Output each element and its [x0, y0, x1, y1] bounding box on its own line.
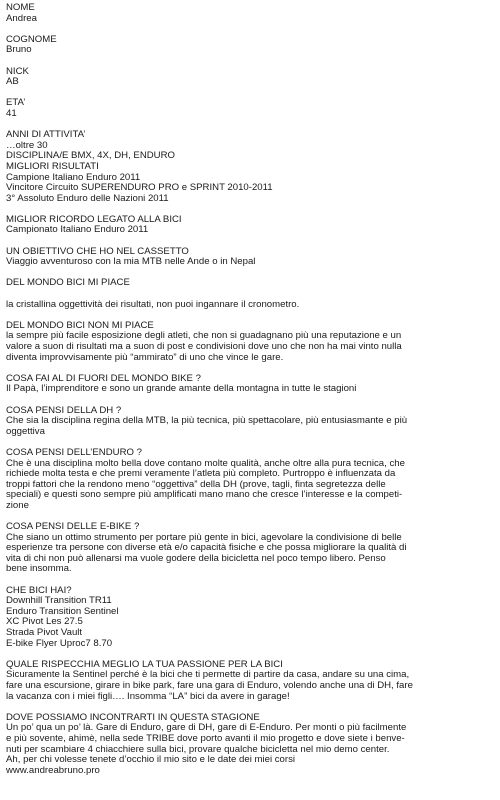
section-cosa-pensi-della-dh: [6, 406, 496, 438]
section-heading: MIGLIOR RICORDO LEGATO ALLA BICI: [6, 213, 182, 225]
section-line: Che sia la disciplina regina della MTB, la più tecnica, più spettacolare, più entusiasmante e più: [6, 415, 408, 427]
section-line: richiede molta testa e che premi veramente l’atleta più completo. Purtroppo è influenzata da: [6, 468, 396, 480]
section-un-obiettivo-che-ho-nel-cassetto: [6, 247, 496, 268]
section-del-mondo-bici-mi-piace: [6, 278, 496, 289]
section-line: Downhill Transition TR11: [6, 595, 112, 607]
section-miglior-ricordo-legato-alla-bici: [6, 215, 496, 236]
section-heading: COSA PENSI DELL’ENDURO ?: [6, 446, 142, 458]
section-line: oggettiva: [6, 425, 45, 437]
section-line: Un po’ qua un po’ là. Gare di Enduro, gare di DH, gare di E-Enduro. Per monti o più facilmente: [6, 722, 407, 734]
profile-field-anni-di-attivita: [6, 130, 496, 151]
section-line: bene insomma.: [6, 563, 72, 575]
section-heading: MIGLIORI RISULTATI: [6, 160, 99, 172]
section-line: zione: [6, 499, 29, 511]
section-heading: DEL MONDO BICI MI PIACE: [6, 277, 130, 289]
section-cosa-pensi-dell-enduro: [6, 448, 496, 512]
section-line: 3° Assoluto Enduro delle Nazioni 2011: [6, 192, 169, 204]
section-line: la vacanza con i miei figli…. Insomma “LA” bici da avere in garage!: [6, 690, 290, 702]
section-line: nuti per scambiare 4 chiacchiere sulla bici, provare qualche bicicletta nel mio demo center.: [6, 743, 390, 755]
section-line: troppi fattori che la rendono meno “oggettiva” della DH (prove, tagli, finta segretezza delle: [6, 478, 386, 490]
section-heading: DEL MONDO BICI NON MI PIACE: [6, 319, 154, 331]
profile-field-cognome: [6, 35, 496, 56]
section-answer-4: [6, 300, 496, 311]
section-migliori-risultati: [6, 162, 496, 204]
section-dove-possiamo-incontrarti-in-questa-stagione: [6, 713, 496, 777]
section-line: fare una escursione, girare in bike park, fare una gara di Enduro, volendo anche una di DH, fare: [6, 680, 413, 691]
section-line: speciali) e questi sono sempre più amplificati mano mano che cresce l’interesse e la competi-: [6, 489, 403, 501]
section-line: Che è una disciplina molto bella dove contano molte qualità, anche oltre alla pura tecnica, che: [6, 457, 405, 469]
section-heading: QUALE RISPECCHIA MEGLIO LA TUA PASSIONE PER LA BICI: [6, 658, 283, 670]
section-line: Enduro Transition Sentinel: [6, 605, 119, 617]
section-line: Campionato Italiano Enduro 2011: [6, 224, 149, 236]
section-line: Strada Pivot Vault: [6, 627, 83, 639]
field-label: ETA’: [6, 97, 26, 109]
section-quale-rispecchia-meglio-la-tua-passione-per-la-bici: [6, 660, 496, 702]
section-heading: COSA PENSI DELLE E-BIKE ?: [6, 521, 140, 533]
section-line: E-bike Flyer Uproc7 8.70: [6, 637, 113, 649]
profile-field-eta: [6, 98, 496, 119]
section-line: Campione Italiano Enduro 2011: [6, 171, 141, 183]
section-line: valore a suon di risultati ma a suon di post e condivisioni dove uno che non ha mai vinto nulla: [6, 341, 402, 352]
section-heading: CHE BICI HAI?: [6, 584, 72, 596]
field-value: 41: [6, 107, 17, 119]
section-line: Il Papà, l’imprenditore e sono un grande amante della montagna in tutte le stagioni: [6, 383, 357, 395]
field-value: Bruno: [6, 44, 32, 56]
field-label: ANNI DI ATTIVITA’: [6, 129, 86, 141]
section-heading: DOVE POSSIAMO INCONTRARTI IN QUESTA STAGIONE: [6, 711, 260, 723]
field-value: AB: [6, 76, 19, 88]
section-line: Vincitore Circuito SUPERENDURO PRO e SPRINT 2010-2011: [6, 182, 273, 194]
profile-field-nick: [6, 67, 496, 88]
section-line: la sempre più facile esposizione degli atleti, che non si guadagnano più una reputazione e un: [6, 330, 402, 342]
profile-section: [6, 3, 496, 151]
section-heading: COSA FAI AL DI FUORI DEL MONDO BIKE ?: [6, 372, 201, 384]
field-value: …oltre 30: [6, 139, 48, 151]
website-link[interactable]: www.andreabruno.pro: [6, 764, 100, 776]
section-line: XC Pivot Les 27.5: [6, 616, 83, 628]
field-label: COGNOME: [6, 33, 57, 45]
section-line: e più sovente, ahimè, nella sede TRIBE dove porto avanti il mio progetto e dove siete i benve-: [6, 732, 405, 744]
section-heading: UN OBIETTIVO CHE HO NEL CASSETTO: [6, 245, 189, 257]
section-line: esperienze tra persone con diverse età e/o capacità fisiche e che possa migliorare la qualità di: [6, 542, 407, 554]
section-che-bici-hai: [6, 586, 496, 650]
field-value: Andrea: [6, 12, 37, 24]
section-line: Che siano un ottimo strumento per portare più gente in bici, agevolare la condivisione di belle: [6, 531, 402, 543]
section-del-mondo-bici-non-mi-piace: [6, 321, 496, 363]
profile-field-nome: [6, 3, 496, 24]
section-line: vita di chi non può allenarsi ma vuole godere della bicicletta nel poco tempo libero. Penso: [6, 552, 386, 564]
section-cosa-pensi-delle-e-bike: [6, 522, 496, 575]
interview-page: [6, 3, 496, 776]
field-label: NICK: [6, 65, 29, 77]
discipline-line: DISCIPLINA/E BMX, 4X, DH, ENDURO: [6, 150, 175, 162]
section-line: la cristallina oggettività dei risultati, non puoi ingannare il cronometro.: [6, 298, 300, 310]
section-line: diventa improvvisamente più “ammirato” di uno che vince le gare.: [6, 351, 284, 363]
field-label: NOME: [6, 2, 35, 13]
section-line: Sicuramente la Sentinel perché è la bici che ti permette di partire da casa, andare su una cima,: [6, 669, 410, 681]
section-line: Ah, per chi volesse tenete d’occhio il mio sito e le date dei miei corsi: [6, 754, 296, 766]
qa-sections: [6, 162, 496, 776]
section-line: Viaggio avventuroso con la mia MTB nelle Ande o in Nepal: [6, 256, 256, 268]
section-heading: COSA PENSI DELLA DH ?: [6, 404, 122, 416]
section-cosa-fai-al-di-fuori-del-mondo-bike: [6, 374, 496, 395]
